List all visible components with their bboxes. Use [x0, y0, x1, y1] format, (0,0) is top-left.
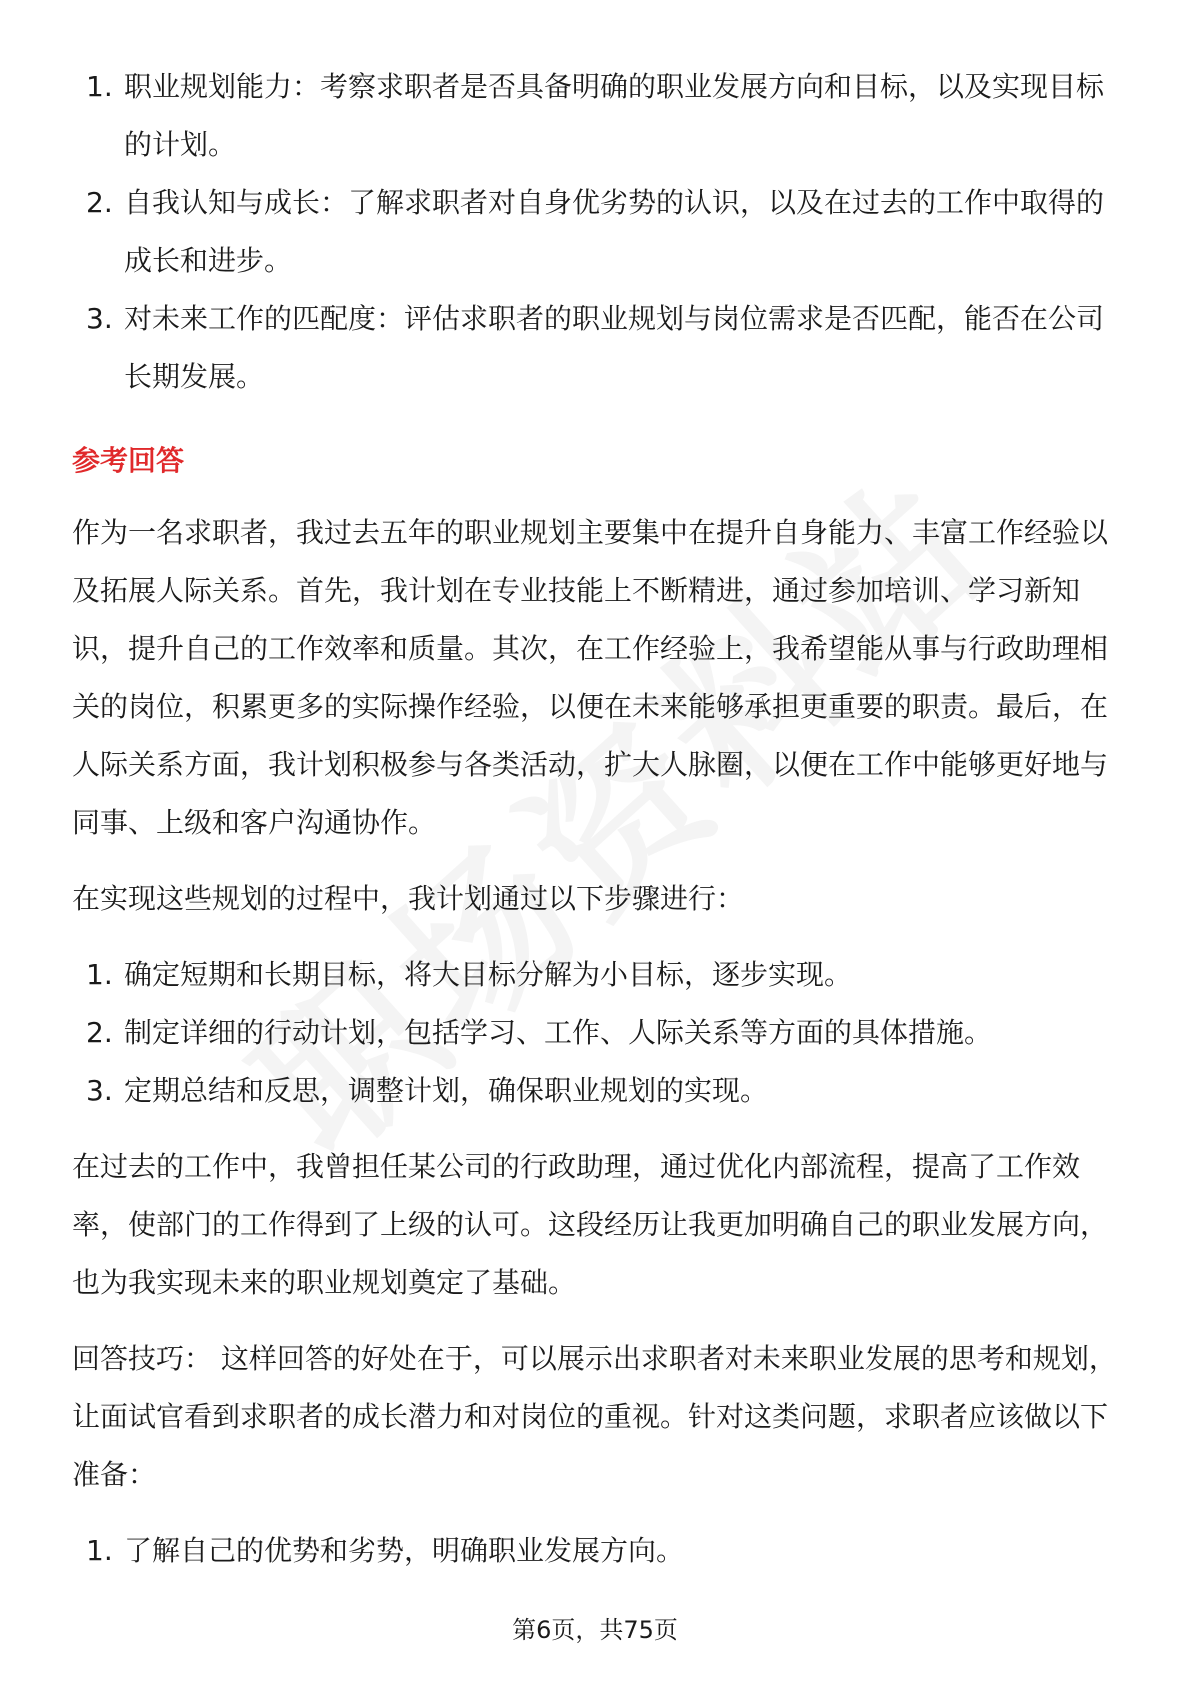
list-item-text: 定期总结和反思，调整计划，确保职业规划的实现。 — [124, 1074, 769, 1107]
list-item-text: 了解自己的优势和劣势，明确职业发展方向。 — [124, 1534, 685, 1567]
list-number: 1. — [86, 1534, 113, 1567]
answer-paragraph: 作为一名求职者，我过去五年的职业规划主要集中在提升自身能力、丰富工作经验以及拓展人际关系。首先，我计划在专业技能上不断精进，通过参加培训、学习新知识，提升自己的工作效率和质量。其次，在工作经验上，我希望能从事与行政助理相关的岗位，积累更多的实际操作经验，以便在未来能够承担更重要的职责。最后，在人际关系方面，我计划积极参与各类活动，扩大人脉圈，以便在工作中能够更好地与同事、上级和客户沟通协作。 — [72, 516, 1109, 839]
evaluation-points-list — [72, 58, 1118, 406]
preparation-list — [72, 1522, 1118, 1580]
list-item-text: 自我认知与成长：了解求职者对自身优劣势的认识，以及在过去的工作中取得的成长和进步。 — [124, 186, 1105, 277]
list-number: 2. — [86, 186, 113, 219]
list-item — [72, 174, 1118, 290]
page-number-footer: 第6页，共75页 — [512, 1616, 678, 1644]
list-item — [72, 1522, 1118, 1580]
experience-paragraph: 在过去的工作中，我曾担任某公司的行政助理，通过优化内部流程，提高了工作效率，使部门的工作得到了上级的认可。这段经历让我更加明确自己的职业发展方向，也为我实现未来的职业规划奠定了基础。 — [72, 1150, 1109, 1299]
list-item — [72, 290, 1118, 406]
list-item-text: 制定详细的行动计划，包括学习、工作、人际关系等方面的具体措施。 — [124, 1016, 993, 1049]
list-item-text: 确定短期和长期目标，将大目标分解为小目标，逐步实现。 — [124, 958, 853, 991]
list-number: 3. — [86, 302, 113, 335]
list-number: 2. — [86, 1016, 113, 1049]
list-number: 1. — [86, 958, 113, 991]
steps-intro-paragraph: 在实现这些规划的过程中，我计划通过以下步骤进行： — [72, 882, 745, 915]
list-item-text: 职业规划能力：考察求职者是否具备明确的职业发展方向和目标，以及实现目标的计划。 — [124, 70, 1105, 161]
reference-answer-heading: 参考回答 — [72, 444, 185, 477]
list-number: 3. — [86, 1074, 113, 1107]
steps-list — [72, 946, 1118, 1120]
list-number: 1. — [86, 70, 113, 103]
list-item-text: 对未来工作的匹配度：评估求职者的职业规划与岗位需求是否匹配，能否在公司长期发展。 — [124, 302, 1105, 393]
tips-paragraph: 回答技巧： 这样回答的好处在于，可以展示出求职者对未来职业发展的思考和规划，让面试官看到求职者的成长潜力和对岗位的重视。针对这类问题，求职者应该做以下准备： — [72, 1342, 1117, 1491]
page-content — [72, 58, 1118, 1580]
list-item — [72, 1004, 1118, 1062]
list-item — [72, 946, 1118, 1004]
list-item — [72, 1062, 1118, 1120]
list-item — [72, 58, 1118, 174]
